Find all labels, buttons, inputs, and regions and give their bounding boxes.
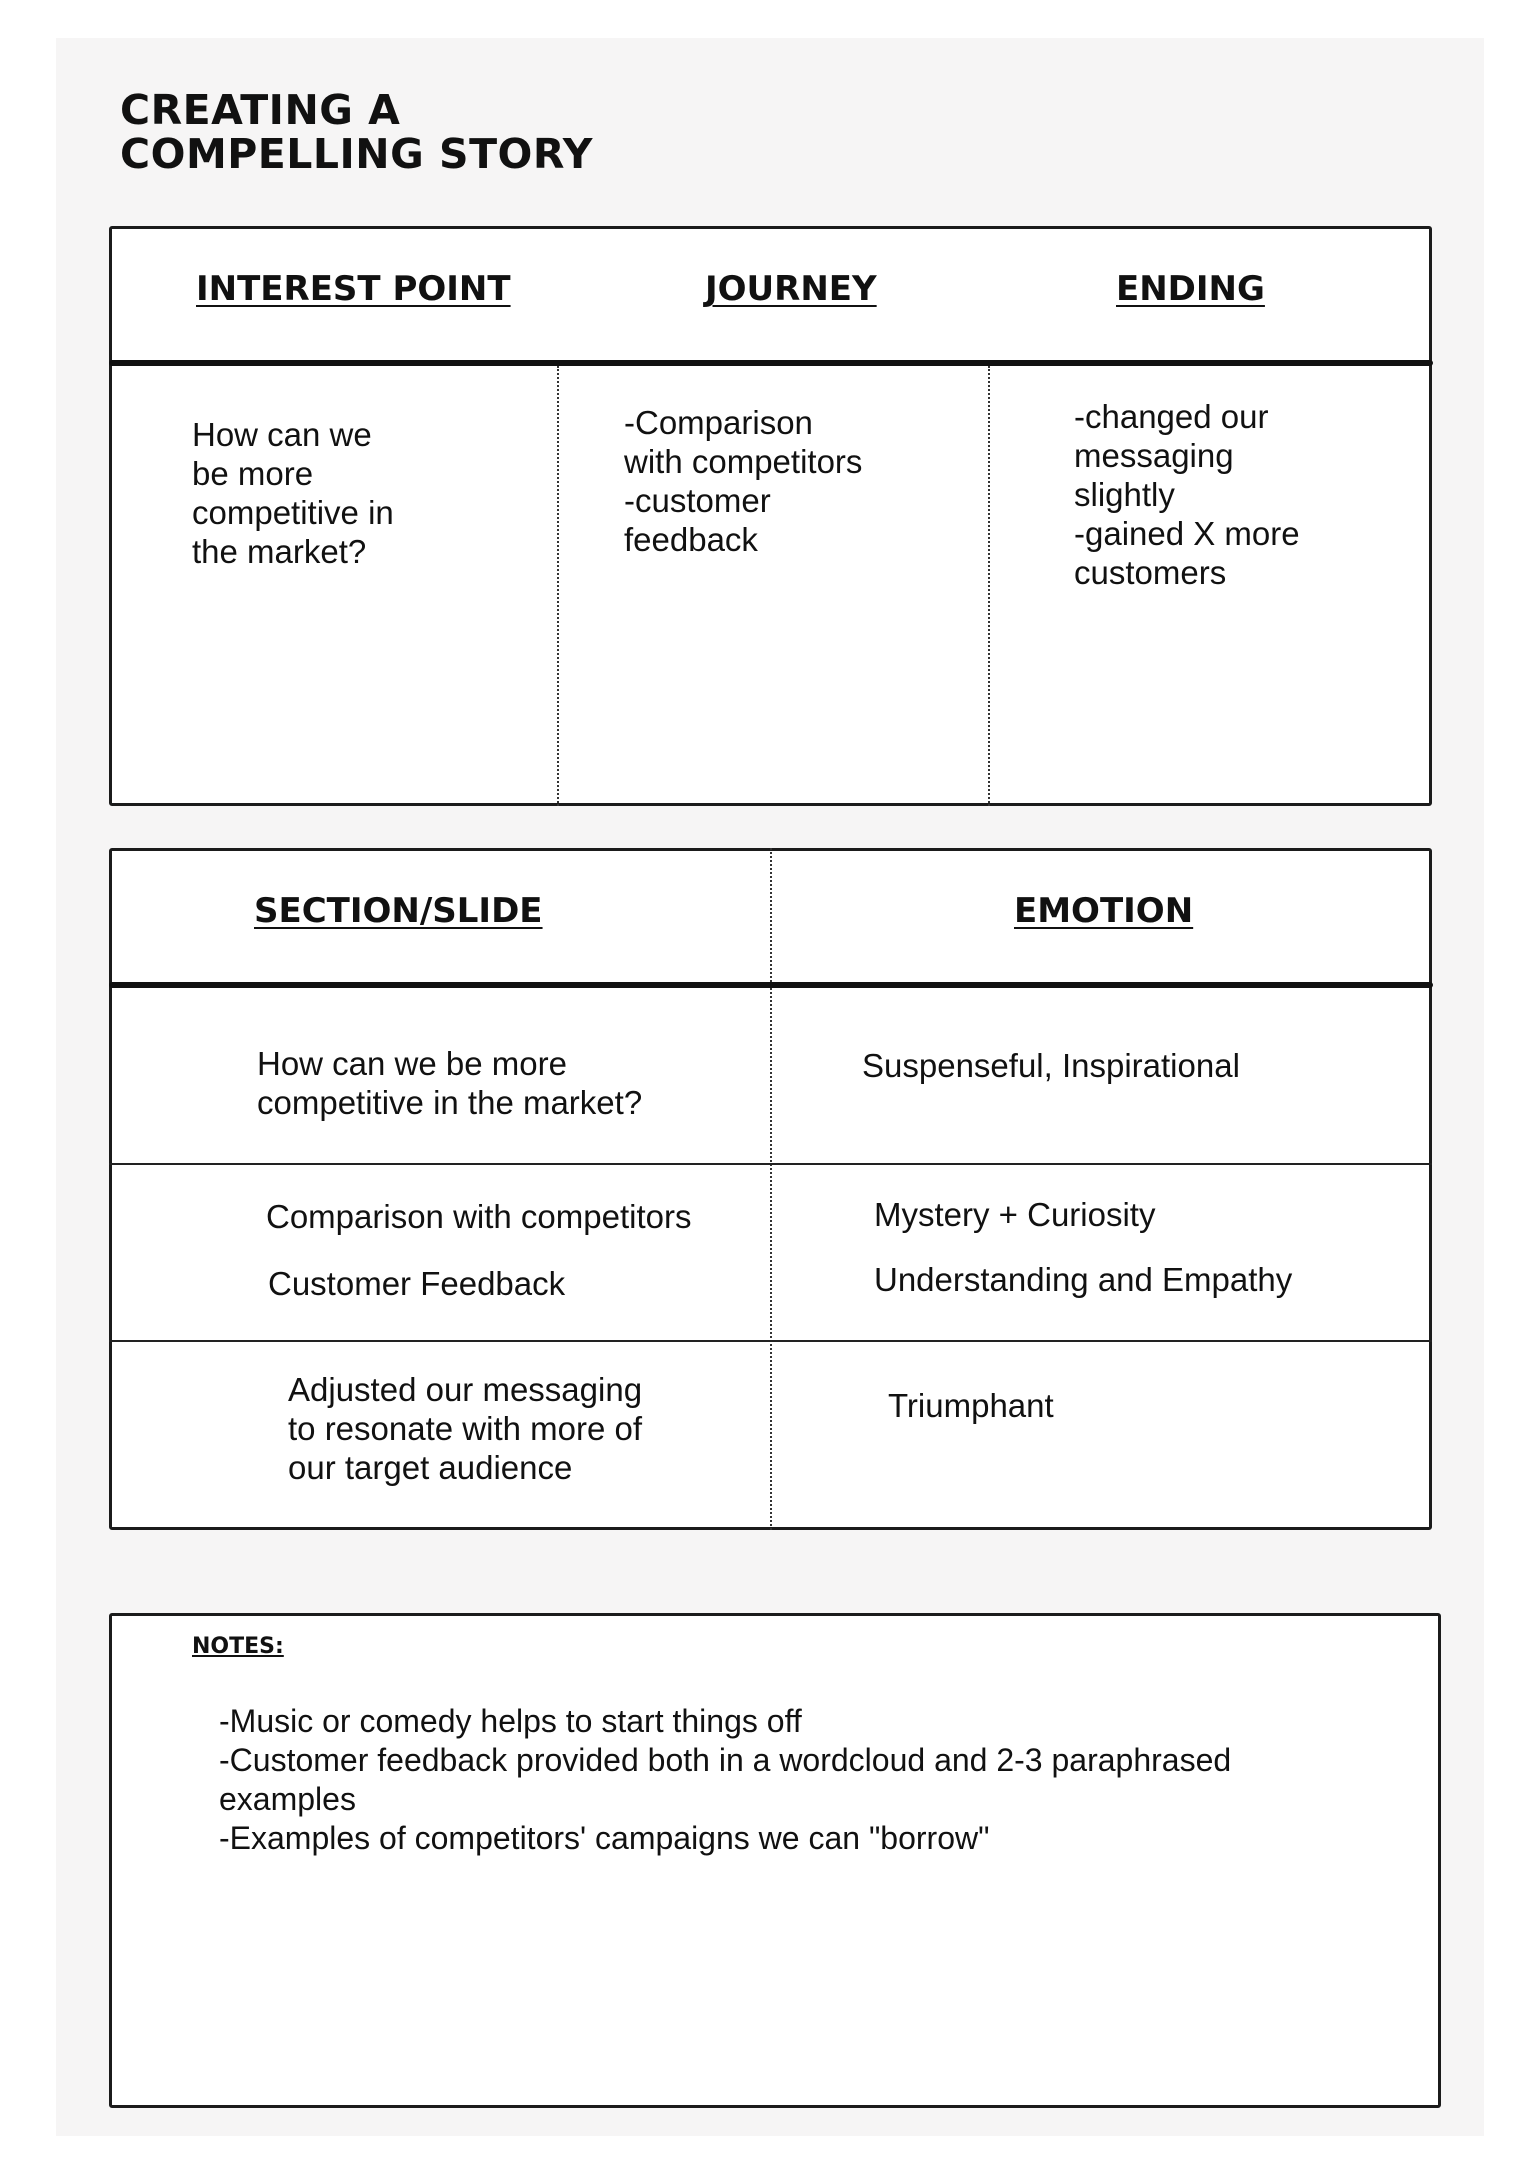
page-background: [56, 38, 1484, 2136]
header-divider: [109, 360, 1433, 366]
header-section-slide: SECTION/SLIDE: [254, 891, 543, 931]
header-emotion: EMOTION: [1014, 891, 1194, 931]
column-divider-1: [557, 366, 559, 806]
row-divider-2: [109, 1340, 1432, 1342]
header-journey: JOURNEY: [705, 269, 877, 309]
page-title: [120, 88, 593, 176]
emotion-column-divider: [770, 848, 772, 1530]
story-table: [109, 226, 1432, 806]
emotion-cell-3: Triumphant: [888, 1387, 1054, 1424]
title-line-1: CREATING A: [120, 86, 401, 134]
emotion-cell-2b: Understanding and Empathy: [874, 1261, 1293, 1298]
notes-body: -Music or comedy helps to start things off -Customer feedback provided both in a wordcloud and 2-3 paraphrased examples -Examples of competitors' campaigns we can "borrow": [219, 1703, 1232, 1856]
journey-cell: -Comparison with competitors -customer feedback: [624, 404, 863, 558]
section-cell-2a: Comparison with competitors: [266, 1198, 692, 1235]
notes-box: [109, 1613, 1441, 2108]
ending-cell: -changed our messaging slightly -gained X more customers: [1074, 398, 1300, 591]
title-line-2: COMPELLING STORY: [120, 130, 593, 178]
emotion-cell-1: Suspenseful, Inspirational: [862, 1047, 1240, 1084]
header-interest-point: INTEREST POINT: [196, 269, 511, 309]
emotion-header-divider: [109, 982, 1433, 988]
row-divider-1: [109, 1163, 1432, 1165]
interest-point-cell: How can we be more competitive in the market?: [192, 416, 394, 570]
section-cell-3: Adjusted our messaging to resonate with more of our target audience: [288, 1371, 643, 1486]
notes-header: NOTES:: [192, 1634, 284, 1659]
emotion-cell-2a: Mystery + Curiosity: [874, 1196, 1156, 1233]
emotion-table: [109, 848, 1432, 1530]
column-divider-2: [988, 366, 990, 806]
section-cell-2b: Customer Feedback: [268, 1265, 566, 1302]
header-ending: ENDING: [1116, 269, 1265, 309]
section-cell-1: How can we be more competitive in the market?: [257, 1045, 643, 1121]
